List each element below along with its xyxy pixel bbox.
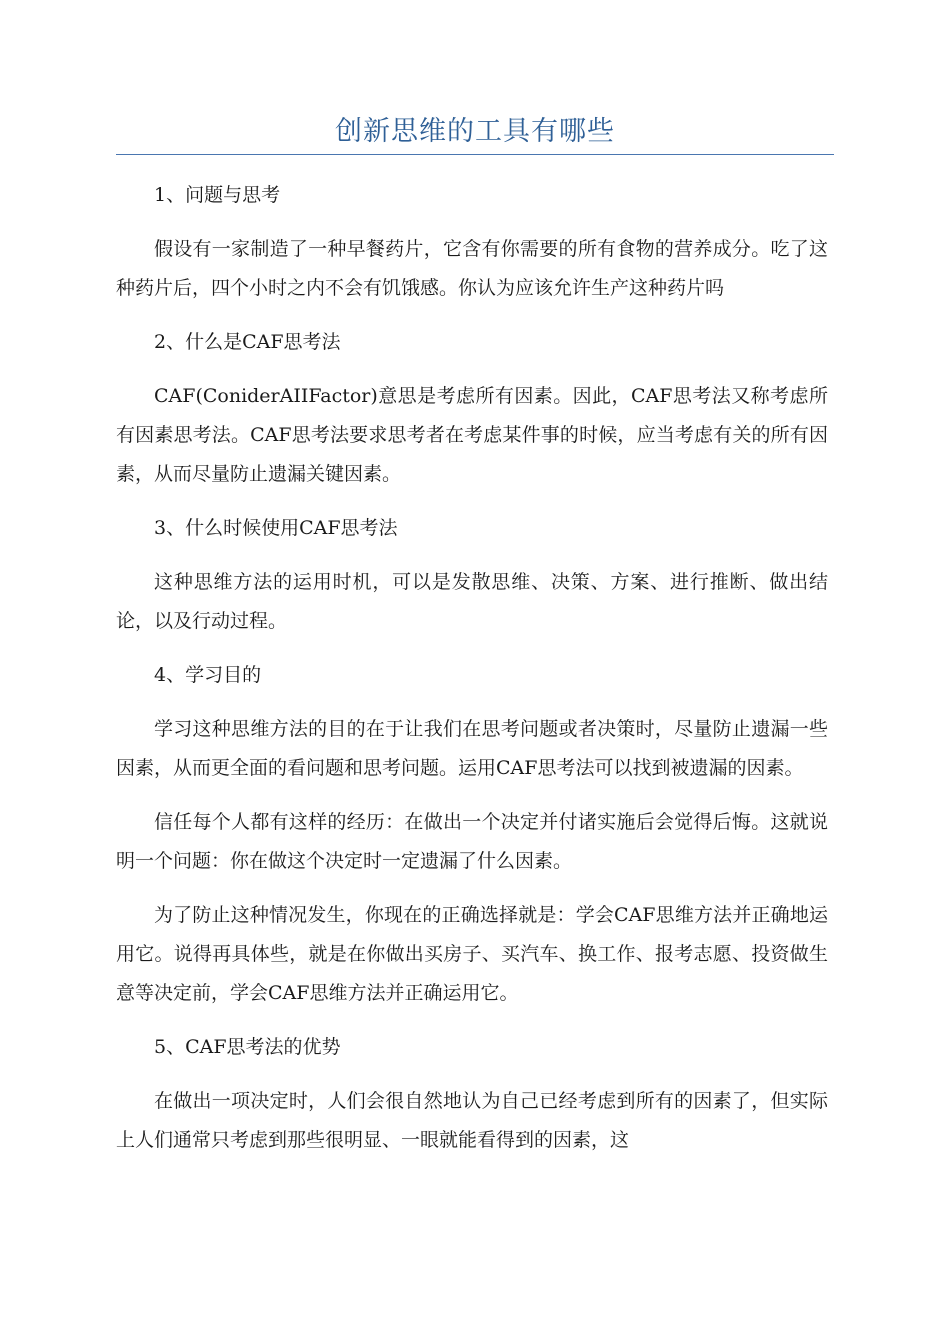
- paragraph-5: 信任每个人都有这样的经历：在做出一个决定并付诸实施后会觉得后悔。这就说明一个问题：你在做这个决定时一定遗漏了什么因素。: [116, 811, 828, 872]
- paragraph-2: CAF(ConiderAIIFactor)意思是考虑所有因素。因此，CAF思考法又称考虑所有因素思考法。CAF思考法要求思考者在考虑某件事的时候，应当考虑有关的所有因素，从而尽量防止遗漏关键因素。: [116, 385, 828, 485]
- document-body: [116, 176, 828, 1175]
- document-title: 创新思维的工具有哪些: [335, 116, 615, 147]
- section-heading-5: 5、CAF思考法的优势: [154, 1036, 341, 1058]
- section-heading-1: 1、问题与思考: [154, 184, 281, 206]
- paragraph-3: 这种思维方法的运用时机，可以是发散思维、决策、方案、进行推断、做出结论，以及行动过程。: [116, 571, 828, 632]
- paragraph-6: 为了防止这种情况发生，你现在的正确选择就是：学会CAF思维方法并正确地运用它。说得再具体些，就是在你做出买房子、买汽车、换工作、报考志愿、投资做生意等决定前，学会CAF思维方法并正确运用它。: [116, 904, 828, 1004]
- paragraph-1: 假设有一家制造了一种早餐药片，它含有你需要的所有食物的营养成分。吃了这种药片后，四个小时之内不会有饥饿感。你认为应该允许生产这种药片吗: [116, 238, 828, 299]
- paragraph-4: 学习这种思维方法的目的在于让我们在思考问题或者决策时，尽量防止遗漏一些因素，从而更全面的看问题和思考问题。运用CAF思考法可以找到被遗漏的因素。: [116, 718, 828, 779]
- section-heading-3: 3、什么时候使用CAF思考法: [154, 517, 398, 539]
- section-heading-4: 4、学习目的: [154, 664, 262, 686]
- section-heading-2: 2、什么是CAF思考法: [154, 331, 341, 353]
- title-underline: [116, 154, 834, 155]
- paragraph-7: 在做出一项决定时，人们会很自然地认为自己已经考虑到所有的因素了，但实际上人们通常只考虑到那些很明显、一眼就能看得到的因素，这: [116, 1090, 828, 1151]
